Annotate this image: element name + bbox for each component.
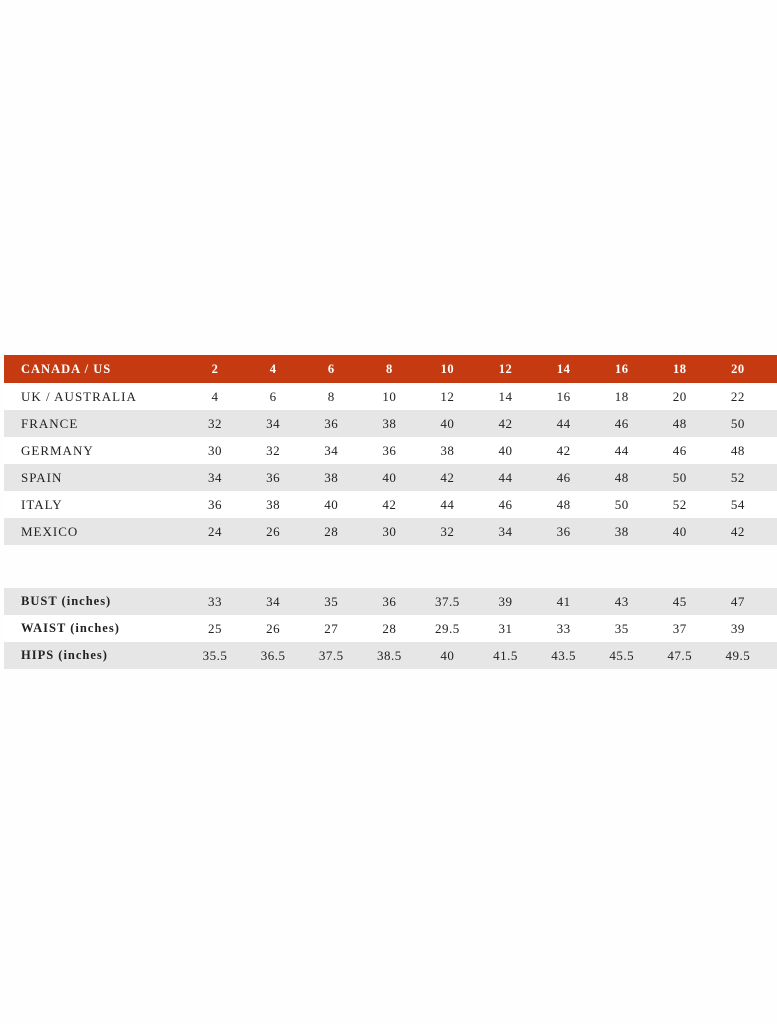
table-cell: 40 [324, 496, 339, 512]
table-cell: 46 [498, 496, 513, 512]
table-cell: 27 [324, 620, 339, 636]
row-label: FRANCE [21, 415, 79, 431]
size-chart [4, 355, 777, 669]
table-cell: 48 [672, 415, 687, 431]
table-cell: 44 [556, 415, 571, 431]
table-cell: 36 [266, 469, 281, 485]
table-spacer [4, 545, 777, 588]
table-cell: 35 [324, 593, 339, 609]
header-size-cell: 18 [673, 361, 687, 376]
table-cell: 36.5 [260, 647, 286, 663]
table-cell: 10 [382, 388, 397, 404]
table-cell: 16 [556, 388, 571, 404]
row-label: MEXICO [21, 523, 79, 539]
table-cell: 39 [730, 620, 745, 636]
table-row [4, 588, 777, 615]
table-cell: 40 [440, 415, 455, 431]
table-cell: 34 [498, 523, 513, 539]
table-cell: 33 [556, 620, 571, 636]
table-cell: 42 [556, 442, 571, 458]
row-cells [186, 443, 777, 459]
table-cell: 50 [672, 469, 687, 485]
table-row [4, 642, 777, 669]
table-cell: 36 [382, 442, 397, 458]
table-cell: 36 [324, 415, 339, 431]
table-cell: 32 [266, 442, 281, 458]
row-cells [186, 594, 777, 610]
table-row [4, 410, 777, 437]
row-cells [186, 524, 777, 540]
row-cells [186, 621, 777, 637]
table-cell: 42 [440, 469, 455, 485]
table-cell: 42 [498, 415, 513, 431]
table-cell: 50 [614, 496, 629, 512]
table-cell: 34 [266, 593, 281, 609]
row-cells [186, 497, 777, 513]
table-cell: 47.5 [667, 647, 693, 663]
header-size-cell: 4 [269, 361, 277, 376]
header-size-cells [186, 362, 777, 377]
table-cell: 38 [324, 469, 339, 485]
table-cell: 43 [614, 593, 629, 609]
header-size-cell: 6 [327, 361, 335, 376]
header-size-cell: 20 [731, 361, 745, 376]
table-cell: 37.5 [318, 647, 344, 663]
table-cell: 41.5 [493, 647, 518, 663]
header-label: CANADA / US [21, 361, 112, 376]
table-cell: 54 [730, 496, 745, 512]
table-cell: 12 [440, 388, 455, 404]
table-cell: 52 [730, 469, 745, 485]
table-cell: 32 [208, 415, 223, 431]
table-cell: 26 [266, 523, 281, 539]
table-cell: 40 [440, 647, 455, 663]
header-size-cell: 12 [498, 361, 513, 376]
table-cell: 44 [498, 469, 513, 485]
table-cell: 46 [614, 415, 629, 431]
table-cell: 25 [208, 620, 223, 636]
table-cell: 36 [208, 496, 223, 512]
table-cell: 29.5 [435, 620, 460, 636]
table-cell: 40 [382, 469, 397, 485]
table-cell: 40 [498, 442, 513, 458]
table-cell: 26 [266, 620, 281, 636]
table-cell: 46 [672, 442, 687, 458]
header-size-cell: 2 [211, 361, 219, 376]
row-cells [186, 470, 777, 486]
table-cell: 30 [208, 442, 223, 458]
table-cell: 34 [324, 442, 339, 458]
row-cells [186, 389, 777, 405]
measurement-table [4, 588, 777, 669]
table-cell: 8 [327, 388, 335, 404]
table-cell: 46 [556, 469, 571, 485]
row-label: WAIST (inches) [21, 621, 120, 635]
header-row [4, 355, 777, 383]
table-cell: 14 [498, 388, 513, 404]
table-cell: 50 [730, 415, 745, 431]
table-cell: 49.5 [725, 647, 751, 663]
table-cell: 36 [382, 593, 397, 609]
table-cell: 39 [498, 593, 513, 609]
table-cell: 38 [382, 415, 397, 431]
table-cell: 45 [672, 593, 687, 609]
row-label: BUST (inches) [21, 594, 112, 608]
table-cell: 43.5 [551, 647, 576, 663]
table-cell: 18 [614, 388, 629, 404]
header-size-cell: 14 [556, 361, 571, 376]
row-label: SPAIN [21, 469, 63, 485]
table-cell: 31 [498, 620, 513, 636]
table-cell: 28 [324, 523, 339, 539]
table-cell: 6 [269, 388, 277, 404]
table-row [4, 464, 777, 491]
table-cell: 38 [266, 496, 281, 512]
row-label: ITALY [21, 496, 63, 512]
table-cell: 34 [266, 415, 281, 431]
table-cell: 42 [382, 496, 397, 512]
table-cell: 30 [382, 523, 397, 539]
conversion-table [4, 383, 777, 545]
table-cell: 38.5 [376, 647, 402, 663]
table-row [4, 437, 777, 464]
table-cell: 48 [614, 469, 629, 485]
table-cell: 35.5 [202, 647, 228, 663]
table-cell: 36 [556, 523, 571, 539]
table-cell: 32 [440, 523, 455, 539]
row-cells [186, 416, 777, 432]
table-cell: 4 [211, 388, 219, 404]
header-size-cell: 10 [440, 361, 455, 376]
table-cell: 35 [614, 620, 629, 636]
table-row [4, 518, 777, 545]
table-row [4, 491, 777, 518]
table-cell: 37.5 [435, 593, 460, 609]
table-cell: 38 [440, 442, 455, 458]
table-cell: 37 [672, 620, 687, 636]
row-label: UK / AUSTRALIA [21, 388, 137, 404]
table-cell: 28 [382, 620, 397, 636]
table-cell: 34 [208, 469, 223, 485]
table-row [4, 383, 777, 410]
table-cell: 20 [672, 388, 687, 404]
table-cell: 40 [672, 523, 687, 539]
table-cell: 22 [730, 388, 745, 404]
table-cell: 48 [730, 442, 745, 458]
row-label: GERMANY [21, 442, 94, 458]
table-cell: 48 [556, 496, 571, 512]
table-row [4, 615, 777, 642]
table-cell: 33 [208, 593, 223, 609]
table-cell: 38 [614, 523, 629, 539]
header-size-cell: 8 [385, 361, 393, 376]
table-cell: 42 [730, 523, 745, 539]
table-cell: 44 [440, 496, 455, 512]
table-cell: 44 [614, 442, 629, 458]
table-cell: 45.5 [609, 647, 635, 663]
table-cell: 47 [730, 593, 745, 609]
table-cell: 41 [556, 593, 571, 609]
row-cells [186, 648, 777, 664]
header-size-cell: 16 [614, 361, 629, 376]
table-cell: 52 [672, 496, 687, 512]
table-cell: 24 [208, 523, 223, 539]
row-label: HIPS (inches) [21, 648, 108, 662]
